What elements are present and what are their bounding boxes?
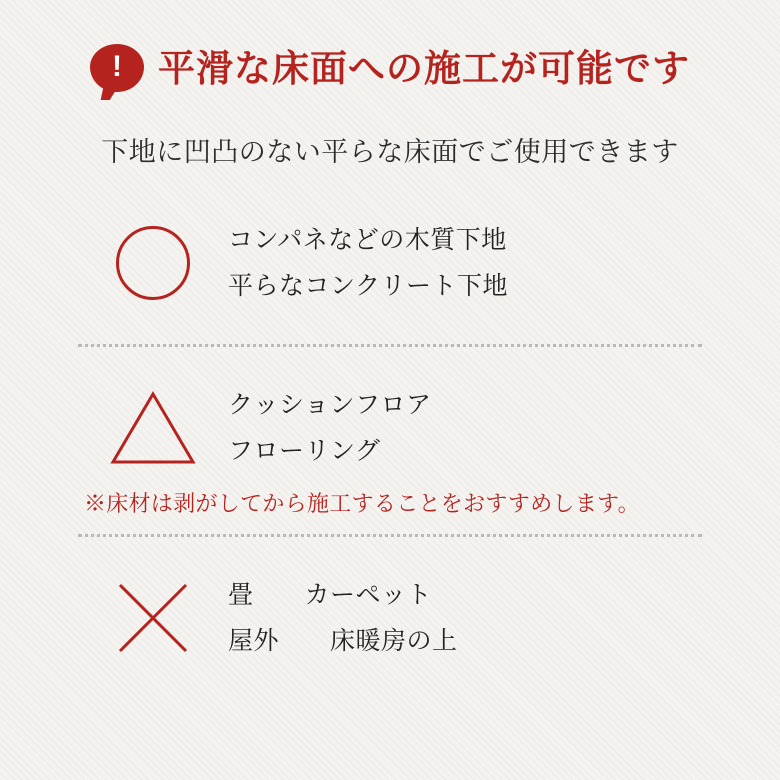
list-item-ng	[78, 553, 702, 683]
list-item-ok	[78, 198, 702, 328]
page-title: 平滑な床面への施工が可能です	[158, 47, 690, 89]
list-item-text	[228, 217, 702, 310]
caution-note: ※床材は剥がしてから施工することをおすすめします。	[84, 491, 640, 516]
cross-icon	[78, 579, 228, 657]
list-item-caution	[78, 363, 702, 493]
list-item-line: フローリング	[228, 437, 381, 465]
list-item-line: 屋外 床暖房の上	[228, 627, 458, 655]
page-subheading: 下地に凹凸のない平らな床面でご使用できます	[101, 137, 679, 167]
exclamation-icon	[90, 44, 144, 92]
exclamation-mark: !	[112, 50, 122, 83]
list-item-line: 平らなコンクリート下地	[228, 272, 509, 300]
triangle-icon	[78, 390, 228, 466]
list-item-line: コンパネなどの木質下地	[228, 225, 507, 254]
circle-icon	[78, 226, 228, 300]
list-item-line: 畳 カーペット	[228, 580, 433, 609]
condition-list	[78, 198, 702, 683]
list-item-text	[228, 572, 702, 665]
header	[0, 44, 780, 92]
list-item-line: クッションフロア	[228, 390, 432, 419]
list-item-text	[228, 382, 702, 475]
divider	[78, 534, 702, 537]
divider	[78, 344, 702, 347]
